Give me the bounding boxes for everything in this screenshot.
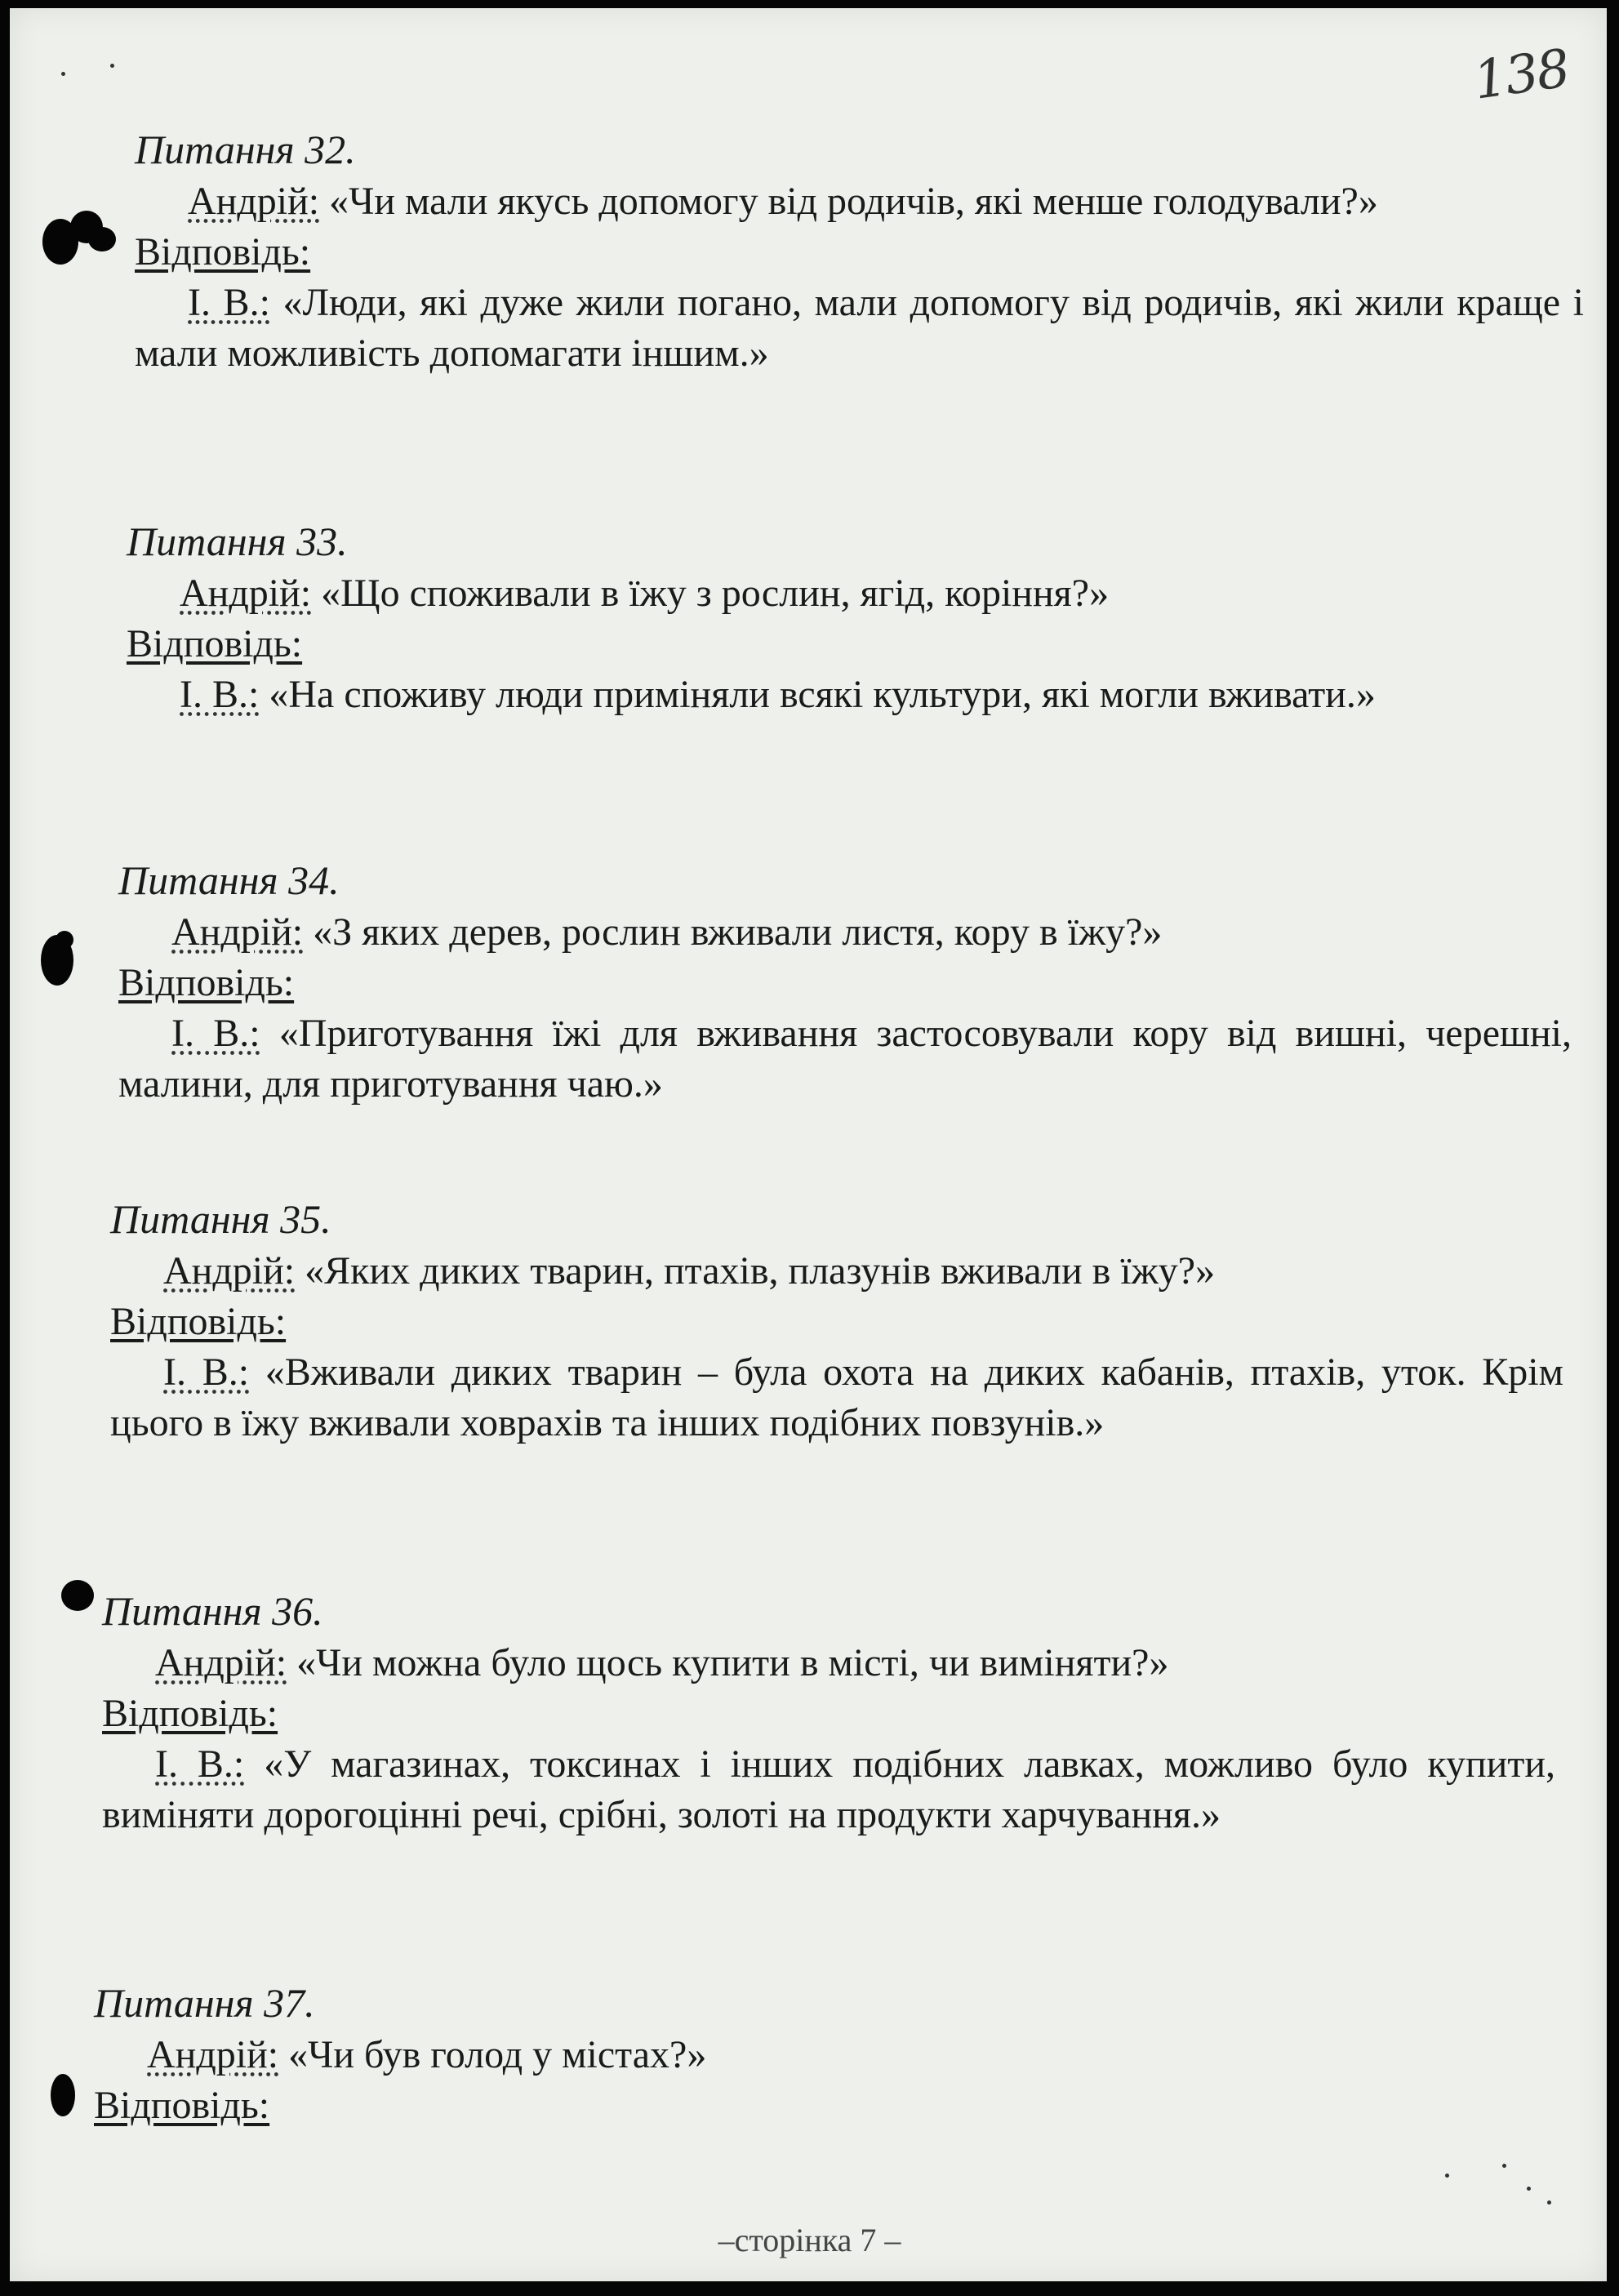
respondent-label: І. В.: bbox=[163, 1350, 250, 1394]
question-block-37 bbox=[94, 1976, 1547, 2131]
question-text bbox=[102, 1638, 1555, 1689]
answer-text bbox=[127, 670, 1580, 720]
question-title: Питання 33. bbox=[127, 518, 348, 564]
question-text bbox=[127, 568, 1580, 619]
answer-content: «Вживали диких тварин – була охота на диких кабанів, птахів, уток. Крім цього в їжу вживали ховрахів та інших подібних повзунів.» bbox=[110, 1350, 1564, 1444]
answer-label: Відповідь: bbox=[94, 2084, 270, 2127]
respondent-label: І. В.: bbox=[180, 673, 260, 716]
answer-label: Відповідь: bbox=[135, 230, 311, 274]
respondent-label: І. В.: bbox=[188, 281, 270, 324]
question-block-34 bbox=[118, 853, 1572, 1110]
answer-content: «На споживу люди приміняли всякі культури, які могли вживати.» bbox=[269, 673, 1376, 716]
question-content: «Яких диких тварин, птахів, плазунів вживали в їжу?» bbox=[305, 1249, 1216, 1293]
question-content: «Що споживали в їжу з рослин, ягід, коріння?» bbox=[321, 572, 1110, 615]
speaker-label: Андрій: bbox=[171, 910, 304, 954]
speaker-label: Андрій: bbox=[188, 180, 320, 223]
punch-hole bbox=[61, 1580, 94, 1611]
respondent-label: І. В.: bbox=[171, 1012, 260, 1055]
question-text bbox=[110, 1246, 1563, 1297]
question-block-32 bbox=[135, 122, 1584, 379]
answer-content: «Приготування їжі для вживання застосовували кору від вишні, черешні, малини, для приготування чаю.» bbox=[118, 1012, 1572, 1106]
question-content: «З яких дерев, рослин вживали листя, кору в їжу?» bbox=[313, 910, 1163, 954]
question-block-33 bbox=[127, 514, 1580, 720]
question-block-36 bbox=[102, 1584, 1555, 1840]
respondent-label: І. В.: bbox=[155, 1742, 245, 1786]
answer-content: «Люди, які дуже жили погано, мали допомогу від родичів, які жили краще і мали можливість допомагати іншим.» bbox=[135, 281, 1585, 375]
speaker-label: Андрій: bbox=[155, 1641, 287, 1684]
question-content: «Чи можна було щось купити в місті, чи виміняти?» bbox=[296, 1641, 1169, 1684]
question-title: Питання 37. bbox=[94, 1980, 315, 2026]
handwritten-page-number: 138 bbox=[1470, 38, 1572, 112]
punch-hole bbox=[88, 227, 116, 251]
speck bbox=[1502, 2164, 1506, 2168]
punch-hole bbox=[56, 931, 73, 949]
answer-label: Відповідь: bbox=[110, 1300, 287, 1343]
answer-label: Відповідь: bbox=[127, 622, 303, 665]
question-title: Питання 32. bbox=[135, 127, 356, 172]
speck bbox=[110, 64, 114, 68]
answer-label: Відповідь: bbox=[102, 1692, 278, 1735]
speaker-label: Андрій: bbox=[180, 572, 312, 615]
question-block-35 bbox=[110, 1192, 1563, 1448]
speck bbox=[1547, 2200, 1551, 2205]
answer-text bbox=[135, 278, 1584, 379]
page-footer: –сторінка 7 – bbox=[718, 2222, 901, 2258]
answer-label: Відповідь: bbox=[118, 961, 295, 1004]
question-content: «Чи мали якусь допомогу від родичів, які менше голодували?» bbox=[329, 180, 1378, 223]
question-title: Питання 35. bbox=[110, 1196, 331, 1242]
question-text bbox=[118, 907, 1572, 958]
speck bbox=[1527, 2187, 1531, 2191]
answer-text bbox=[102, 1739, 1555, 1840]
question-content: «Чи був голод у містах?» bbox=[288, 2033, 707, 2076]
question-title: Питання 34. bbox=[118, 857, 340, 903]
speaker-label: Андрій: bbox=[163, 1249, 296, 1293]
punch-hole bbox=[51, 2074, 75, 2116]
speck bbox=[1445, 2174, 1449, 2178]
answer-content: «У магазинах, токсинах і інших подібних лавках, можливо було купити, виміняти дорогоцінні речі, срібні, золоті на продукти харчування.» bbox=[102, 1742, 1556, 1836]
speck bbox=[61, 72, 65, 76]
answer-text bbox=[118, 1008, 1572, 1110]
question-text bbox=[135, 176, 1584, 227]
answer-text bbox=[110, 1347, 1563, 1448]
speaker-label: Андрій: bbox=[147, 2033, 279, 2076]
question-text bbox=[94, 2030, 1547, 2080]
question-title: Питання 36. bbox=[102, 1588, 323, 1634]
